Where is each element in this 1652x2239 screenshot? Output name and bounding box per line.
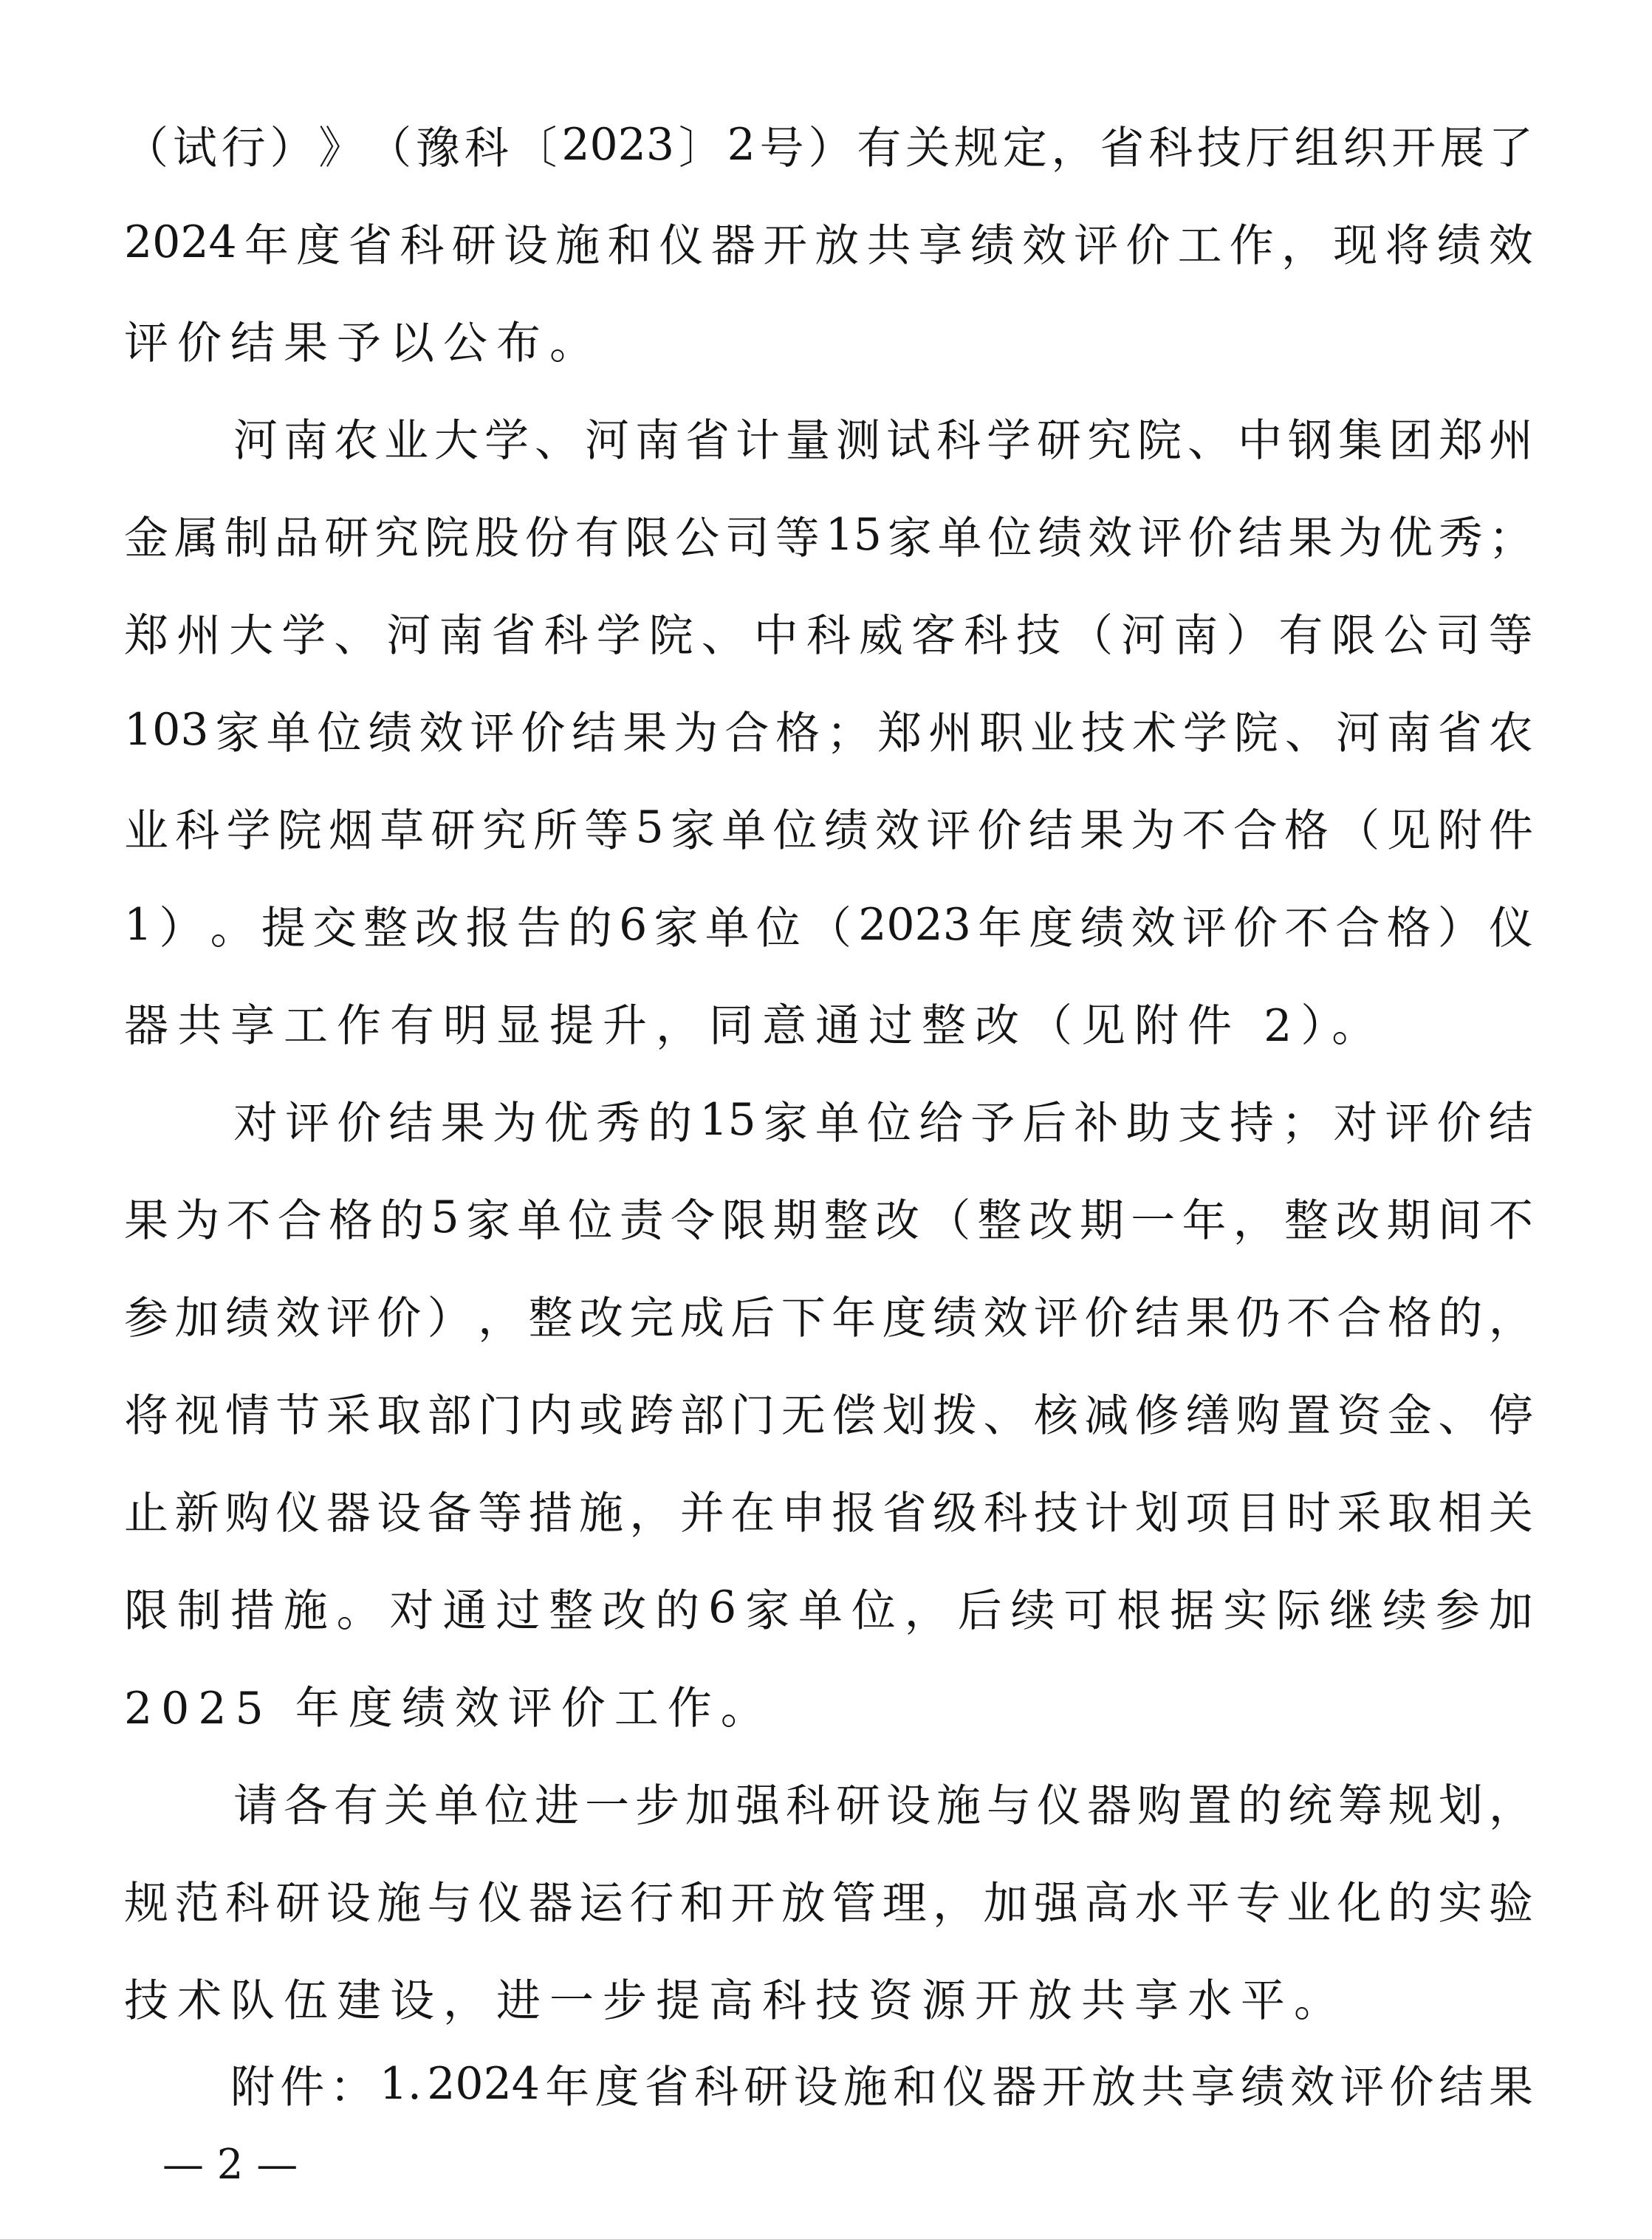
document-body — [124, 96, 1533, 2046]
attachment-line: 附 件 ： 1. 2024 年 度 省 科 研 设 施 和 仪 器 开 放 共 享 绩 效 评 价 结 果 — [230, 2058, 1533, 2113]
paragraph-2-line-4: 103 家 单 位 绩 效 评 价 结 果 为 合 格 ； 郑 州 职 业 技 术 学 院 、 河 南 省 农 — [124, 704, 1533, 759]
paragraph-3-line-3: 参 加 绩 效 评 价 ） ， 整 改 完 成 后 下 年 度 绩 效 评 价 结 果 仍 不 合 格 的 ， — [124, 1293, 1533, 1344]
paragraph-4-line-2: 规 范 科 研 设 施 与 仪 器 运 行 和 开 放 管 理 ， 加 强 高 水 平 专 业 化 的 实 验 — [124, 1878, 1533, 1929]
paragraph-1-line-2: 2024 年 度 省 科 研 设 施 和 仪 器 开 放 共 享 绩 效 评 价 工 作 ， 现 将 绩 效 — [124, 216, 1533, 272]
paragraph-2-line-1: 河 南 农 业 大 学 、 河 南 省 计 量 测 试 科 学 研 究 院 、 中 钢 集 团 郑 州 — [233, 415, 1533, 467]
paragraph-4-line-3: 技术队伍建设，进一步提高科技资源开放共享水平。 — [124, 1975, 1347, 2027]
paragraph-3-line-4: 将 视 情 节 采 取 部 门 内 或 跨 部 门 无 偿 划 拨 、 核 减 修 缮 购 置 资 金 、 停 — [124, 1390, 1533, 1442]
paragraph-3-line-2: 果 为 不 合 格 的 5 家 单 位 责 令 限 期 整 改 （ 整 改 期 一 年 ， 整 改 期 间 不 — [124, 1192, 1533, 1247]
paragraph-2-line-3: 郑 州 大 学 、 河 南 省 科 学 院 、 中 科 威 客 科 技 （ 河 南 ） 有 限 公 司 等 — [124, 610, 1533, 662]
paragraph-1-line-3: 评价结果予以公布。 — [124, 318, 603, 369]
page-number: — 2 — — [162, 2140, 298, 2189]
paragraph-3-line-5: 止 新 购 仪 器 设 备 等 措 施 ， 并 在 申 报 省 级 科 技 计 划 项 目 时 采 取 相 关 — [124, 1488, 1533, 1539]
paragraph-2-line-5: 业 科 学 院 烟 草 研 究 所 等 5 家 单 位 绩 效 评 价 结 果 为 不 合 格 （ 见 附 件 — [124, 801, 1533, 857]
paragraph-3-line-6: 限 制 措 施 。 对 通 过 整 改 的 6 家 单 位 ， 后 续 可 根 据 实 际 继 续 参 加 — [124, 1582, 1533, 1637]
paragraph-1-line-1: （ 试 行 ） 》 （ 豫 科 〔 2023 〕 2 号 ） 有 关 规 定 ， 省 科 技 厅 组 织 开 展 了 — [124, 119, 1533, 174]
paragraph-2-line-2: 金 属 制 品 研 究 院 股 份 有 限 公 司 等 15 家 单 位 绩 效 评 价 结 果 为 优 秀 ； — [124, 509, 1533, 564]
paragraph-2-line-6: 1 ） 。 提 交 整 改 报 告 的 6 家 单 位 （ 2023 年 度 绩 效 评 价 不 合 格 ） 仪 — [124, 899, 1533, 954]
paragraph-3-line-1: 对 评 价 结 果 为 优 秀 的 15 家 单 位 给 予 后 补 助 支 持 ； 对 评 价 结 — [233, 1094, 1533, 1149]
paragraph-3-line-7: 2025 年度绩效评价工作。 — [124, 1683, 774, 1734]
paragraph-4-line-1: 请 各 有 关 单 位 进 一 步 加 强 科 研 设 施 与 仪 器 购 置 的 统 筹 规 划 ， — [233, 1780, 1533, 1832]
paragraph-2-line-7: 器共享工作有明显提升，同意通过整改（见附件 2）。 — [124, 1000, 1385, 1052]
